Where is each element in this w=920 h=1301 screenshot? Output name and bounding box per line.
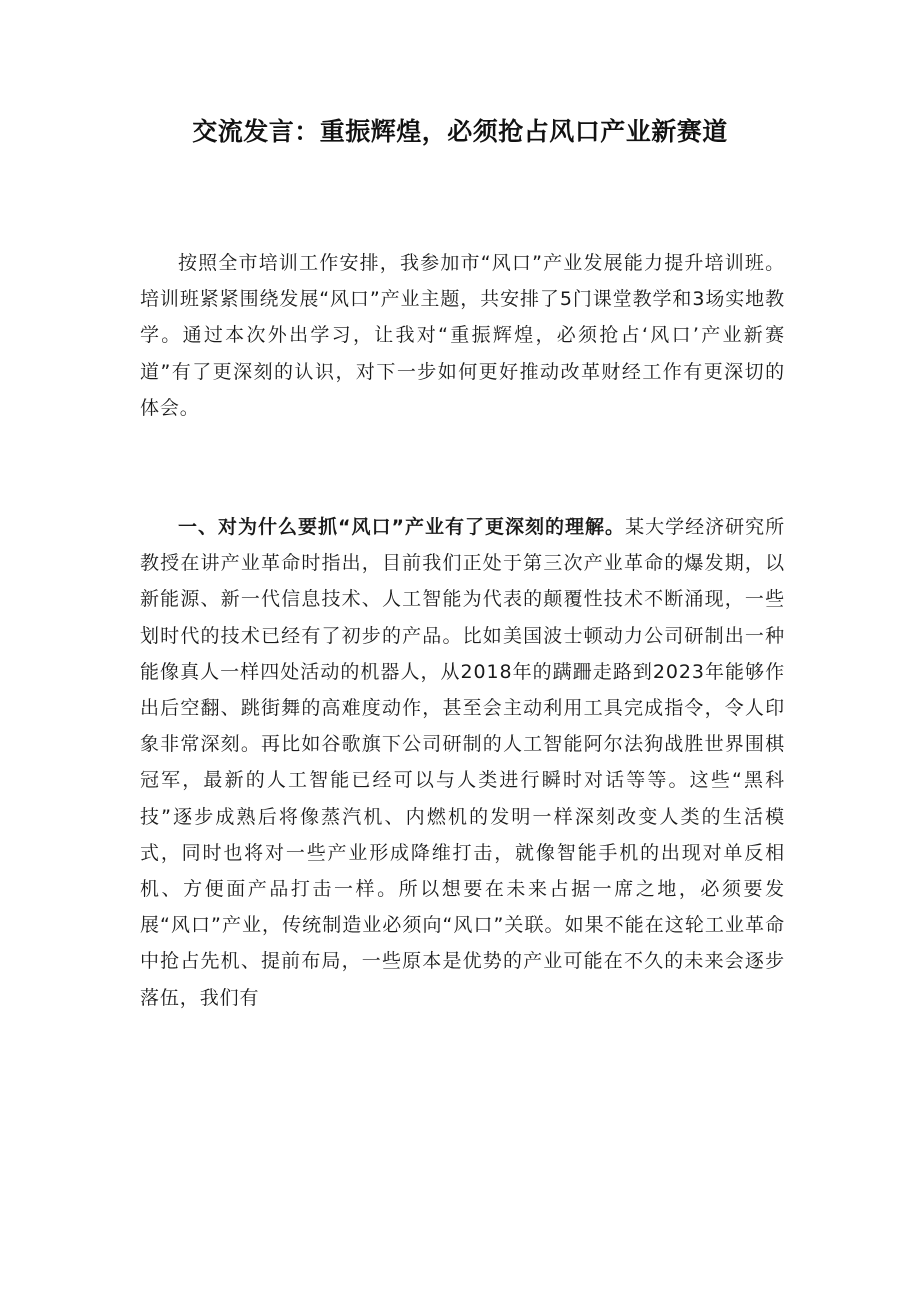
paragraph-section-one [140,509,785,1016]
paragraph-intro-text: 按照全市培训工作安排，我参加市“风口”产业发展能力提升培训班。培训班紧紧围绕发展“风口”产业主题，共安排了5门课堂教学和3场实地教学。通过本次外出学习，让我对“重振辉煌，必须抢占‘风口’产业新赛道”有了更深刻的认识，对下一步如何更好推动改革财经工作有更深切的体会。 [140,252,785,419]
section-one-heading: 一、对为什么要抓“风口”产业有了更深刻的理解。 [178,516,626,538]
paragraph-intro [140,245,785,426]
document-title: 交流发言：重振辉煌，必须抢占风口产业新赛道 [192,117,728,146]
section-one-text: 某大学经济研究所教授在讲产业革命时指出，目前我们正处于第三次产业革命的爆发期，以新能源、新一代信息技术、人工智能为代表的颠覆性技术不断涌现，一些划时代的技术已经有了初步的产品。比如美国波士顿动力公司研制出一种能像真人一样四处活动的机器人，从2018年的蹒跚走路到2023年能够作出后空翻、跳街舞的高难度动作，甚至会主动利用工具完成指令，令人印象非常深刻。再比如谷歌旗下公司研制的人工智能阿尔法狗战胜世界围棋冠军，最新的人工智能已经可以与人类进行瞬时对话等等。这些“黑科技”逐步成熟后将像蒸汽机、内燃机的发明一样深刻改变人类的生活模式，同时也将对一些产业形成降维打击，就像智能手机的出现对单反相机、方便面产品打击一样。所以想要在未来占据一席之地，必须要发展“风口”产业，传统制造业必须向“风口”关联。如果不能在这轮工业革命中抢占先机、提前布局，一些原本是优势的产业可能在不久的未来会逐步落伍，我们有 [140,516,785,1009]
